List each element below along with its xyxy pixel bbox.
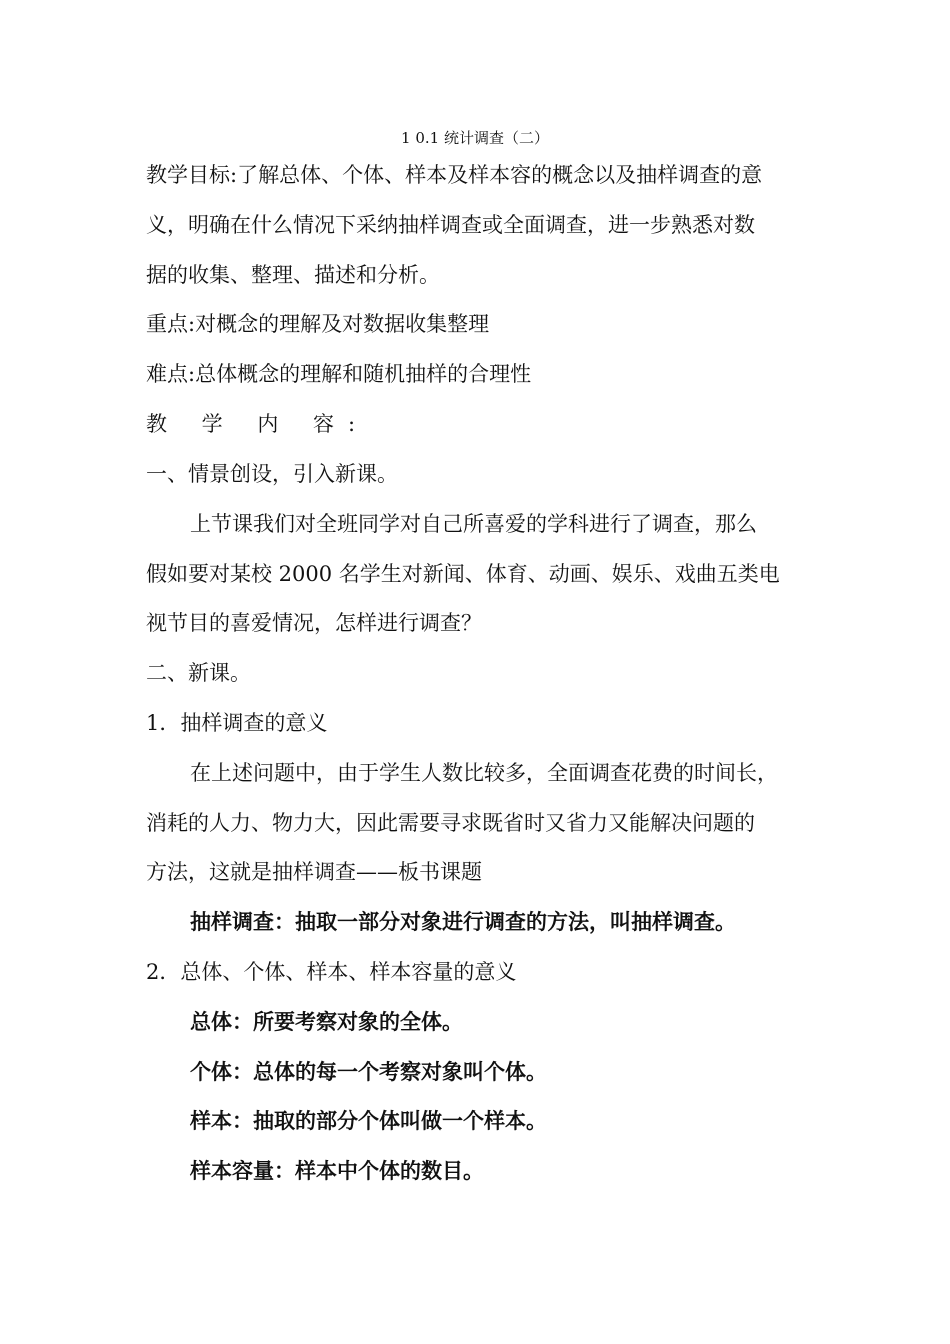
paragraph-line: 消耗的人力、物力大，因此需要寻求既省时又省力又能解决问题的 [146, 811, 755, 835]
document-title: 1 0.1 统计调查（二） [401, 129, 549, 147]
definition-population: 总体：所要考察对象的全体。 [190, 1010, 463, 1034]
text-line-objective-2: 义，明确在什么情况下采纳抽样调查或全面调查，进一步熟悉对数 [146, 213, 755, 237]
definition-sample: 样本：抽取的部分个体叫做一个样本。 [190, 1109, 547, 1133]
text-line-difficulty: 难点:总体概念的理解和随机抽样的合理性 [146, 362, 532, 386]
paragraph-line: 假如要对某校 2000 名学生对新闻、体育、动画、娱乐、戏曲五类电 [146, 562, 780, 586]
text-line-key-point: 重点:对概念的理解及对数据收集整理 [146, 312, 490, 336]
text-line-objective-3: 据的收集、整理、描述和分析。 [146, 263, 440, 287]
definition-sampling-survey: 抽样调查：抽取一部分对象进行调查的方法，叫抽样调查。 [190, 910, 736, 934]
subsection-heading-2: 2．总体、个体、样本、样本容量的意义 [146, 960, 517, 984]
text-line-objective-1: 教学目标:了解总体、个体、样本及样本容的概念以及抽样调查的意 [146, 163, 763, 187]
paragraph-line: 在上述问题中，由于学生人数比较多，全面调查花费的时间长， [190, 761, 778, 785]
paragraph-line: 上节课我们对全班同学对自己所喜爱的学科进行了调查，那么 [190, 512, 757, 536]
definition-sample-size: 样本容量：样本中个体的数目。 [190, 1159, 484, 1183]
subsection-heading-1: 1．抽样调查的意义 [146, 711, 328, 735]
text-line-content-heading: 教 学 内 容: [146, 412, 370, 436]
paragraph-line: 方法，这就是抽样调查——板书课题 [146, 860, 482, 884]
definition-individual: 个体：总体的每一个考察对象叫个体。 [190, 1060, 547, 1084]
paragraph-line: 视节目的喜爱情况，怎样进行调查？ [146, 611, 482, 635]
section-heading-1: 一、情景创设，引入新课。 [146, 462, 398, 486]
section-heading-2: 二、新课。 [146, 661, 251, 685]
